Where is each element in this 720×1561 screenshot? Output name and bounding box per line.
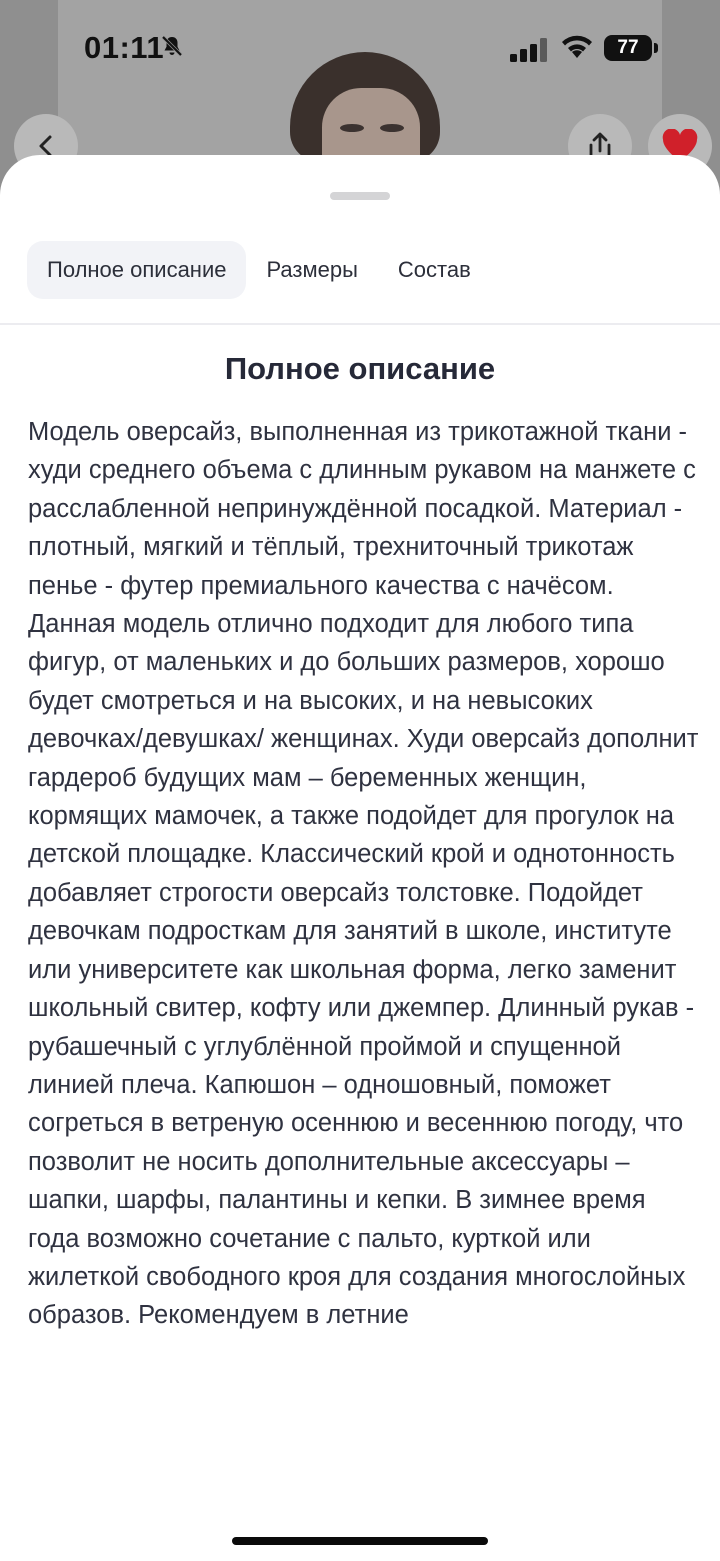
description-sheet — [0, 155, 720, 1561]
tab-composition[interactable]: Состав — [397, 257, 471, 282]
tab-divider — [0, 323, 720, 325]
battery-level: 77 — [617, 37, 639, 58]
tab-sizes[interactable]: Размеры — [266, 257, 358, 282]
home-indicator[interactable] — [232, 1537, 488, 1545]
model-eye-left — [340, 124, 364, 132]
tab-full-description[interactable]: Полное описание — [27, 241, 246, 299]
model-eye-right — [380, 124, 404, 132]
description-text: Модель оверсайз, выполненная из трикотажной ткани - худи среднего объема с длинным рукавом на манжете с расслабленной непринуждённой посадкой. Материал - плотный, мягкий и тёплый, трехниточный трикотаж пенье - футер премиального качества с начёсом. Данная модель отлично подходит для любого типа фигур, от маленьких и до больших размеров, хорошо будет смотреться и на высоких, и на невысоких девочках/девушках/ женщинах. Худи оверсайз дополнит гардероб будущих мам – беременных женщин, кормящих мамочек, а также подойдет для прогулок на детской площадке. Классический крой и однотонность добавляет строгости оверсайз толстовке. Подойдет девочкам подросткам для занятий в школе, институте или университете как школьная форма, легко заменит школьный свитер, кофту или джемпер. Длинный рукав - рубашечный с углублённой проймой и спущенной линией плеча. Капюшон – одношовный, поможет согреться в ветреную осеннюю и весеннюю погоду, что позволит не носить дополнительные аксессуары – шапки, шарфы, палантины и кепки. В зимнее время года возможно сочетание с пальто, курткой или жилеткой свободного кроя для создания многослойных образов. Рекомендуем в летние — [28, 418, 699, 1330]
wifi-icon — [560, 34, 594, 60]
status-time: 01:11 — [84, 30, 165, 65]
battery-tip — [654, 43, 658, 53]
signal-icon — [510, 38, 548, 62]
bell-slash-icon — [160, 34, 184, 58]
tab-bar — [27, 241, 491, 299]
battery-icon — [604, 35, 652, 61]
section-title: Полное описание — [224, 351, 496, 386]
sheet-grabber[interactable] — [330, 192, 390, 200]
